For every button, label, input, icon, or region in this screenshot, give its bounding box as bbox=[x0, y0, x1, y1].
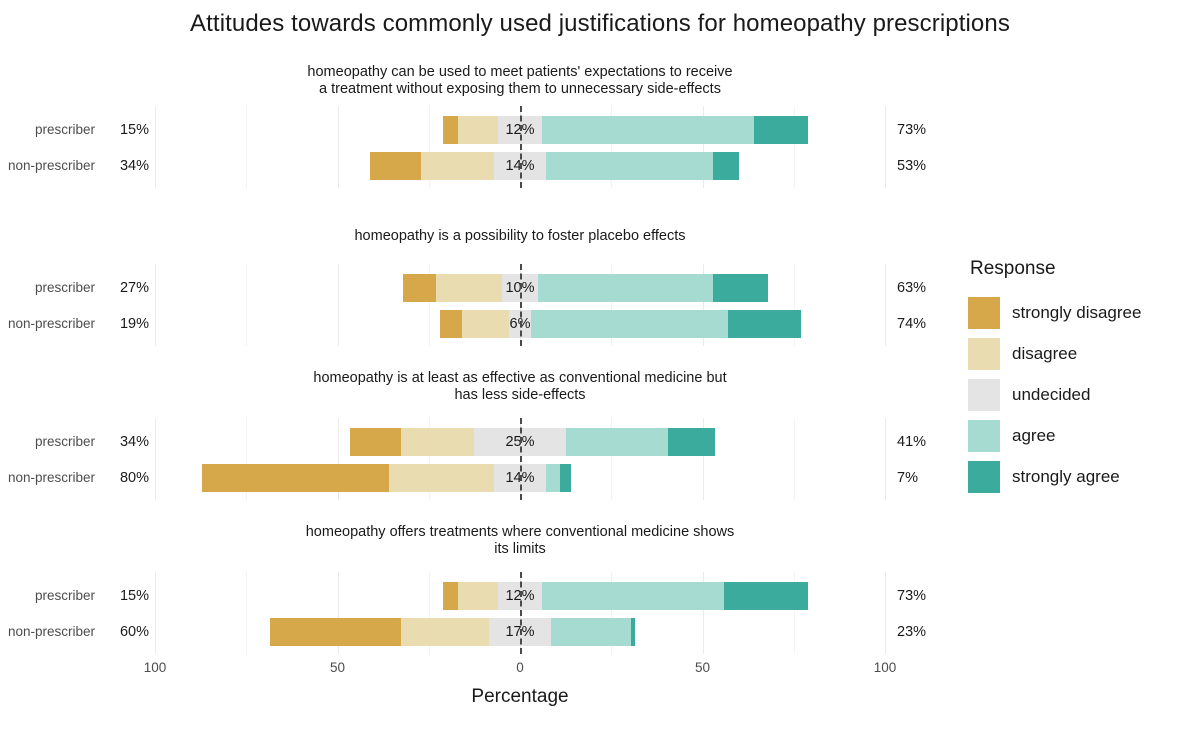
x-axis-tick: 50 bbox=[329, 660, 346, 675]
zero-reference-line bbox=[520, 264, 522, 346]
panel-title bbox=[155, 64, 885, 98]
row-undecided-label: 12% bbox=[505, 588, 535, 604]
row-left-total: 15% bbox=[119, 588, 149, 604]
zero-reference-line bbox=[520, 106, 522, 188]
legend-item[interactable] bbox=[968, 415, 1193, 456]
bar-segment bbox=[728, 310, 801, 338]
panel-plot bbox=[7, 418, 927, 500]
row-label: non-prescriber bbox=[7, 316, 95, 331]
legend-swatch-icon bbox=[968, 420, 1000, 452]
legend-item[interactable] bbox=[968, 456, 1193, 497]
panel-title-line: a treatment without exposing them to unnecessary side-effects bbox=[319, 81, 721, 97]
panel-plot bbox=[7, 264, 927, 346]
bar-segment bbox=[546, 152, 714, 180]
bar-segment bbox=[542, 582, 725, 610]
bar-segment bbox=[458, 582, 498, 610]
row-label: prescriber bbox=[34, 588, 95, 603]
panel-plot bbox=[7, 572, 927, 654]
row-label: non-prescriber bbox=[7, 158, 95, 173]
row-right-total: 41% bbox=[897, 434, 927, 450]
row-right-total: 23% bbox=[897, 624, 927, 640]
bar-segment bbox=[370, 152, 421, 180]
bar-segment bbox=[546, 464, 561, 492]
row-left-total: 19% bbox=[119, 316, 149, 332]
bar-segment bbox=[389, 464, 495, 492]
legend-label: strongly agree bbox=[1012, 466, 1120, 486]
legend-item[interactable] bbox=[968, 333, 1193, 374]
legend bbox=[968, 258, 1193, 497]
bar-segment bbox=[443, 582, 458, 610]
x-axis-tick: 0 bbox=[516, 660, 524, 675]
row-right-total: 73% bbox=[897, 588, 927, 604]
bar-segment bbox=[401, 618, 489, 646]
row-right-total: 74% bbox=[897, 316, 927, 332]
panel-title-line: homeopathy offers treatments where conventional medicine shows bbox=[305, 524, 735, 540]
panel-title bbox=[155, 524, 885, 558]
bar-segment bbox=[754, 116, 809, 144]
bar-segment bbox=[724, 582, 808, 610]
bar-segment bbox=[713, 274, 768, 302]
row-label: prescriber bbox=[34, 434, 95, 449]
bar-segment bbox=[202, 464, 388, 492]
panel-title-line: its limits bbox=[494, 541, 546, 557]
row-undecided-label: 12% bbox=[505, 122, 535, 138]
legend-swatch-icon bbox=[968, 379, 1000, 411]
panel-title bbox=[155, 370, 885, 404]
x-axis-tick: 100 bbox=[873, 660, 897, 675]
page-title: Attitudes towards commonly used justifications for homeopathy prescriptions bbox=[190, 10, 1010, 37]
panel-title-line: homeopathy is at least as effective as conventional medicine but bbox=[313, 370, 727, 386]
row-right-total: 7% bbox=[897, 470, 918, 486]
row-left-total: 60% bbox=[119, 624, 149, 640]
chart-plot-area bbox=[0, 52, 952, 667]
bar-segment bbox=[542, 116, 754, 144]
bar-segment bbox=[401, 428, 474, 456]
row-undecided-label: 10% bbox=[505, 280, 535, 296]
legend-swatch-icon bbox=[968, 338, 1000, 370]
row-left-total: 80% bbox=[119, 470, 149, 486]
row-undecided-label: 14% bbox=[505, 470, 535, 486]
x-axis-tick: 100 bbox=[143, 660, 167, 675]
legend-swatch-icon bbox=[968, 461, 1000, 493]
bar-segment bbox=[713, 152, 739, 180]
bar-segment bbox=[270, 618, 401, 646]
row-undecided-label: 14% bbox=[505, 158, 535, 174]
gridline-major bbox=[885, 106, 886, 188]
legend-title: Response bbox=[970, 258, 1056, 279]
row-undecided-label: 6% bbox=[509, 316, 531, 332]
bar-segment bbox=[458, 116, 498, 144]
row-left-total: 15% bbox=[119, 122, 149, 138]
legend-swatch-icon bbox=[968, 297, 1000, 329]
zero-reference-line bbox=[520, 418, 522, 500]
gridline-major bbox=[885, 572, 886, 654]
row-undecided-label: 17% bbox=[505, 624, 535, 640]
zero-reference-line bbox=[520, 572, 522, 654]
bar-segment bbox=[350, 428, 401, 456]
row-label: non-prescriber bbox=[7, 624, 95, 639]
row-right-total: 53% bbox=[897, 158, 927, 174]
bar-segment bbox=[631, 618, 635, 646]
bar-segment bbox=[531, 310, 728, 338]
gridline-major bbox=[885, 264, 886, 346]
row-left-total: 27% bbox=[119, 280, 149, 296]
panel-title bbox=[155, 228, 885, 245]
row-label: prescriber bbox=[34, 280, 95, 295]
legend-label: agree bbox=[1012, 425, 1056, 445]
bar-segment bbox=[668, 428, 715, 456]
legend-label: disagree bbox=[1012, 343, 1078, 363]
legend-label: undecided bbox=[1012, 384, 1091, 404]
gridline-major bbox=[885, 418, 886, 500]
panel-plot bbox=[7, 106, 927, 188]
row-label: non-prescriber bbox=[7, 470, 95, 485]
x-axis-tick: 50 bbox=[694, 660, 711, 675]
legend-item[interactable] bbox=[968, 374, 1193, 415]
bar-segment bbox=[440, 310, 462, 338]
bar-segment bbox=[538, 274, 713, 302]
row-right-total: 63% bbox=[897, 280, 927, 296]
x-axis-ticks bbox=[143, 660, 897, 682]
bar-segment bbox=[421, 152, 494, 180]
bar-segment bbox=[566, 428, 668, 456]
legend-label: strongly disagree bbox=[1012, 302, 1142, 322]
row-label: prescriber bbox=[34, 122, 95, 137]
legend-item[interactable] bbox=[968, 292, 1193, 333]
row-left-total: 34% bbox=[119, 158, 149, 174]
legend-items bbox=[968, 292, 1193, 497]
row-undecided-label: 25% bbox=[505, 434, 535, 450]
panel-title-line: has less side-effects bbox=[454, 387, 586, 403]
row-right-total: 73% bbox=[897, 122, 927, 138]
panel-title-line: homeopathy is a possibility to foster placebo effects bbox=[354, 228, 686, 244]
x-axis-label: Percentage bbox=[471, 686, 569, 707]
bar-segment bbox=[551, 618, 631, 646]
bar-segment bbox=[403, 274, 436, 302]
bar-segment bbox=[560, 464, 571, 492]
row-left-total: 34% bbox=[119, 434, 149, 450]
bar-segment bbox=[436, 274, 502, 302]
bar-segment bbox=[443, 116, 458, 144]
panel-title-line: homeopathy can be used to meet patients' expectations to receive bbox=[307, 64, 733, 80]
